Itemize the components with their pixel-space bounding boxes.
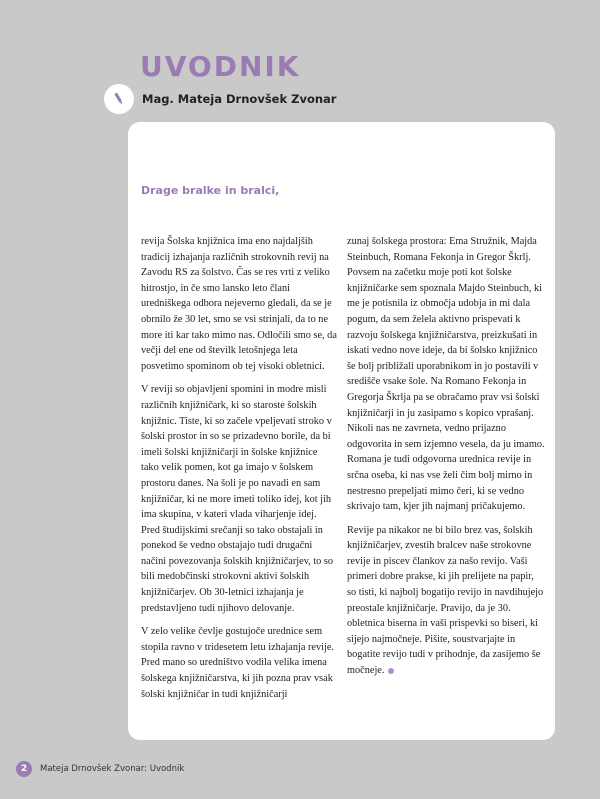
- article-column-left: [141, 234, 337, 710]
- greeting: Drage bralke in bralci,: [141, 184, 280, 197]
- pen-icon: [104, 84, 134, 114]
- article-column-right: [347, 234, 545, 687]
- paragraph: Revije pa nikakor ne bi bilo brez vas, šolskih knjižničarjev, zvestih bralcev naše strokovne revije in piscev člankov za našo revijo. Vaši primeri dobre prakse, ki jih prelijete na papir, so tisti, ki najbolj bogatijo revijo in navdihujejo preostale knjižničarje. Pravijo, da je 30. obletnica biserna in vaši prispevki so biseri, ki sijejo najmočneje. Pišite, soustvarjajte in bogatite revijo tudi v prihodnje, da zasijemo še močneje.: [347, 524, 544, 677]
- paragraph: V reviji so objavljeni spomini in modre misli različnih knjižničark, ki so staroste šolskih knjižnic. Tiste, ki so začele vpeljevati stroko v šolski prostor in so se prizadevno borile, da bi imeli šolski knjižničarji in šolske knjižnice tako velik pomen, kot ga imajo v šolskem prostoru danes. Na šoli je po navadi en sam knjižničar, ki ne more imeti toliko idej, kot jih ima skupina, v kateri vlada viharjenje idej. Pred študijskimi srečanji so tako obstajali in ponekod še vedno obstajajo tudi drugačni načini povezovanja šolskih knjižničarjev, to so bili medobčinski strokovni aktivi šolskih knjižničarjev. Ob 30-letnici izhajanja je predstavljeno tudi njihovo delovanje.: [141, 384, 334, 614]
- page-title: UVODNIK: [140, 50, 301, 83]
- paragraph: zunaj šolskega prostora: Ema Stružnik, Majda Steinbuch, Romana Fekonja in Gregor Škrlj. Povsem na začetku moje poti kot šolske knjižničarke sem spoznala Majdo Steinbuch, ki me je potisnila iz območja udobja in mi dala pogum, da sem želela aktivno prispevati k razvoju šolskega knjižničarstva, preizkušati in iskati vedno nove ideje, da bi šolsko knjižnico še bolj približali uporabnikom in jo postavili v središče vsake šole. Na Romano Fekonja in Gregorja Škrlja pa se obračamo prav vsi šolski knjižničarji in ju zasipamo s kopico vprašanj. Nikoli nas ne zavrneta, vedno prijazno odgovorita in sem izjemno vesela, da ju imamo. Romana je tudi odgovorna urednica revije in srčna oseba, ki nas vse želi čim bolj mirno in nestresno prepeljati mimo čeri, ki se vedno skrivajo tam, kjer jih najmanj pričakujemo.: [347, 236, 545, 513]
- page-number: 2: [16, 761, 32, 777]
- footer-text: Mateja Drnovšek Zvonar: Uvodnik: [40, 764, 185, 774]
- author-name: Mag. Mateja Drnovšek Zvonar: [142, 92, 337, 106]
- paragraph: V zelo velike čevlje gostujoče urednice sem stopila ravno v tridesetem letu izhajanja revije. Pred mano so uredništvo vodila velika imena šolskega knjižničarstva, ki jih pozna prav vsak šolski knjižničar in tudi knjižničarji: [141, 626, 334, 700]
- end-mark-icon: [388, 668, 394, 674]
- paragraph: revija Šolska knjižnica ima eno najdaljših tradicij izhajanja različnih strokovnih revij na Zavodu RS za šolstvo. Čas se res vrti z veliko hitrostjo, in če smo lansko leto člani uredniškega odbora nejeverno gledali, da se je obrnilo že 30 let, smo se vsi strinjali, da to ne more iti kar tako mimo nas. Odločili smo se, da večji del ene od številk letošnjega leta posvetimo spominom ob tej visoki obletnici.: [141, 236, 337, 372]
